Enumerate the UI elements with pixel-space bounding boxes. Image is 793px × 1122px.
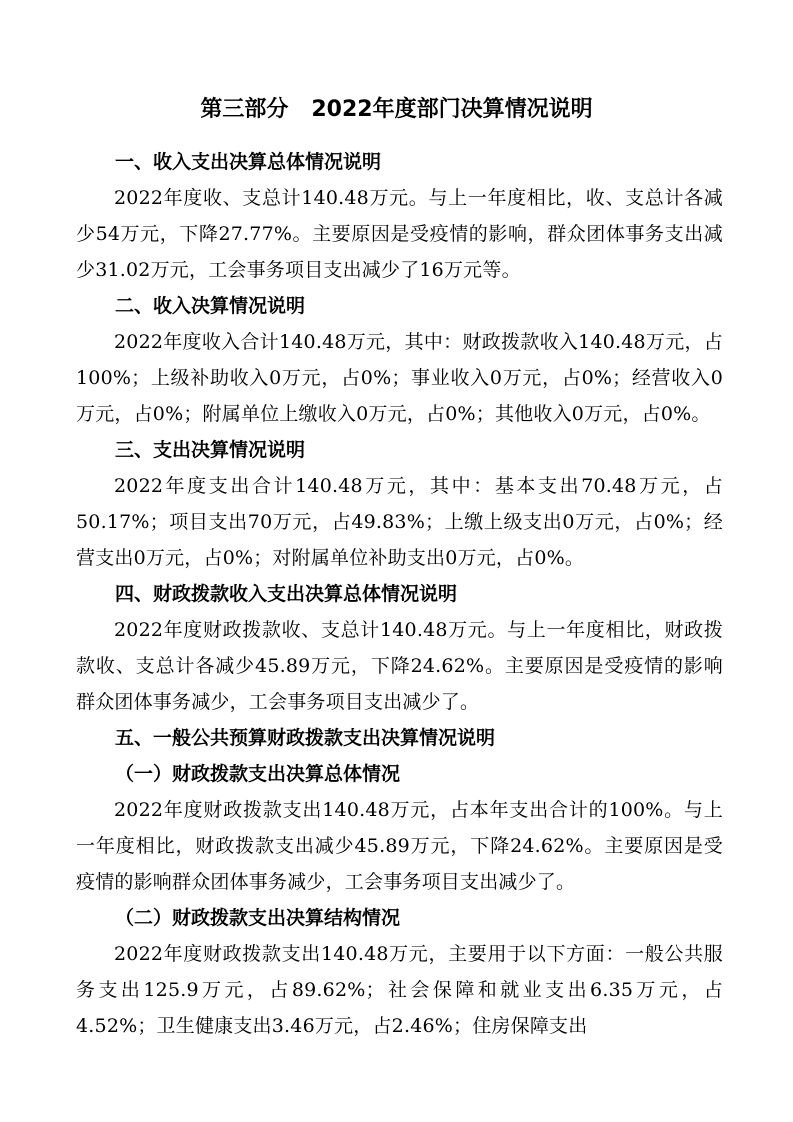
page-title: 第三部分 2022年度部门决算情况说明 bbox=[200, 97, 593, 122]
subsection-heading: （二）财政拨款支出决算结构情况 bbox=[115, 907, 401, 929]
section-paragraph: 2022年度收入合计140.48万元，其中：财政拨款收入140.48万元，占100%；上级补助收入0万元，占0%；事业收入0万元，占0%；经营收入0万元，占0%；附属单位上缴收入0万元，占0%；其他收入0万元，占0%。 bbox=[76, 331, 723, 425]
section-heading: 五、一般公共预算财政拨款支出决算情况说明 bbox=[115, 727, 496, 749]
document-body bbox=[76, 144, 723, 1044]
section-heading: 二、收入决算情况说明 bbox=[115, 295, 306, 317]
section-paragraph: 2022年度财政拨款收、支总计140.48万元。与上一年度相比，财政拨款收、支总计各减少45.89万元，下降24.62%。主要原因是受疫情的影响群众团体事务减少，工会事务项目支出减少了。 bbox=[76, 619, 723, 713]
section-heading: 一、收入支出决算总体情况说明 bbox=[115, 151, 382, 173]
section-paragraph: 2022年度收、支总计140.48万元。与上一年度相比，收、支总计各减少54万元，下降27.77%。主要原因是受疫情的影响，群众团体事务支出减少31.02万元，工会事务项目支出减少了16万元等。 bbox=[76, 187, 723, 281]
section-heading: 四、财政拨款收入支出决算总体情况说明 bbox=[115, 583, 458, 605]
section-paragraph: 2022年度财政拨款支出140.48万元，主要用于以下方面：一般公共服务支出125.9万元，占89.62%；社会保障和就业支出6.35万元，占4.52%；卫生健康支出3.46万元，占2.46%；住房保障支出 bbox=[76, 943, 723, 1037]
section-paragraph: 2022年度财政拨款支出140.48万元，占本年支出合计的100%。与上一年度相比，财政拨款支出减少45.89万元，下降24.62%。主要原因是受疫情的影响群众团体事务减少，工会事务项目支出减少了。 bbox=[76, 799, 723, 893]
section-paragraph: 2022年度支出合计140.48万元，其中：基本支出70.48万元，占50.17%；项目支出70万元，占49.83%；上缴上级支出0万元，占0%；经营支出0万元，占0%；对附属单位补助支出0万元，占0%。 bbox=[76, 475, 723, 569]
section-heading: 三、支出决算情况说明 bbox=[115, 439, 306, 461]
subsection-heading: （一）财政拨款支出决算总体情况 bbox=[115, 763, 401, 785]
